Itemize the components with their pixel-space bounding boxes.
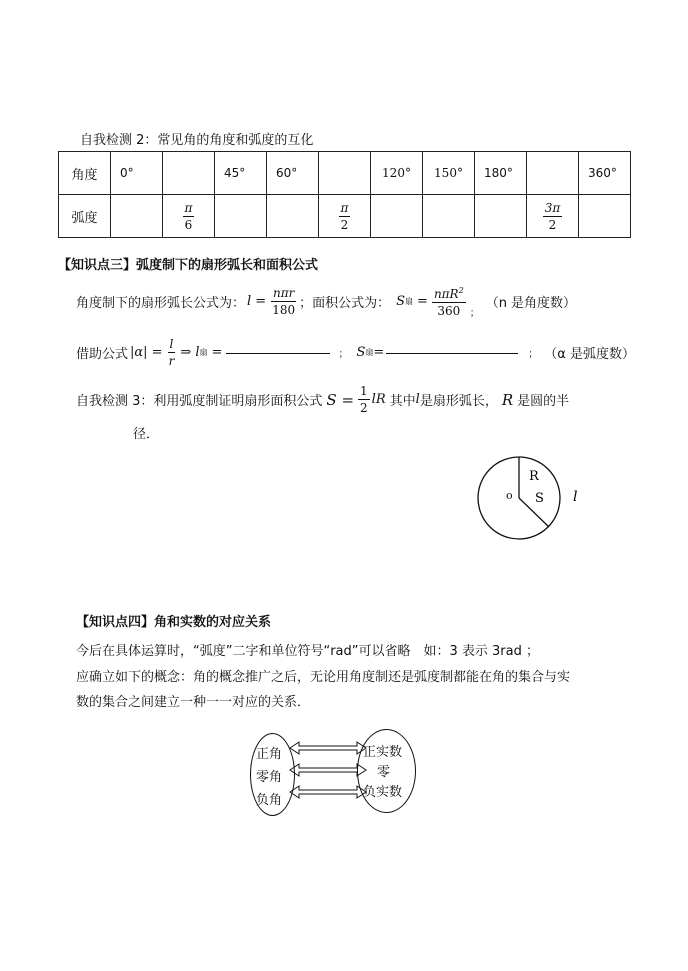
double-arrow-icon bbox=[290, 786, 366, 798]
kp4-paragraph: 应确立如下的概念：角的概念推广之后，无论用角度制还是弧度制都能在角的集合与实 bbox=[76, 670, 571, 685]
check3-line: 自我检测 3：利用弧度制证明扇形面积公式 S = $\frac{1}{2}$ lR 其中 l 是扇形弧长， R 是圆的半 bbox=[76, 384, 570, 415]
rad-cell bbox=[371, 195, 423, 238]
double-arrow-icon bbox=[290, 764, 366, 776]
right-item: 负实数 bbox=[363, 785, 403, 800]
rad-cell bbox=[319, 195, 371, 238]
left-item: 零角 bbox=[256, 770, 283, 785]
kp4-paragraph: 今后在具体运算时，“弧度”二字和单位符号“rad”可以省略 如：3 表示 3rad ； bbox=[76, 644, 540, 659]
deg-cell: 45° bbox=[215, 152, 267, 195]
rad-cell bbox=[267, 195, 319, 238]
label-l: l bbox=[573, 489, 578, 505]
fraction: $\frac{3\pi}{2}$ bbox=[544, 200, 561, 232]
check3-wrap: 径． bbox=[133, 427, 160, 442]
kp3-heading: 【知识点三】弧度制下的扇形弧长和面积公式 bbox=[58, 258, 319, 273]
radian-formula-line: 借助公式 |α| = $\frac{l}{r}$ ⇒ l 扇 = ； S 扇 = ； （α 是弧度数） bbox=[76, 337, 635, 368]
l-over-r-fraction: $\frac{l}{r}$ bbox=[168, 337, 175, 368]
deg-cell: 120° bbox=[371, 152, 423, 195]
rad-cell bbox=[475, 195, 527, 238]
rad-cell bbox=[579, 195, 631, 238]
kp4-paragraph: 数的集合之间建立一种一一对应的关系． bbox=[76, 695, 311, 710]
right-item: 正实数 bbox=[363, 745, 403, 760]
deg-cell: 60° bbox=[267, 152, 319, 195]
deg-cell: 0° bbox=[111, 152, 163, 195]
half-fraction: $\frac{1}{2}$ bbox=[360, 384, 368, 415]
arc-length-blank[interactable] bbox=[226, 352, 330, 354]
correspondence-arrows bbox=[285, 738, 371, 802]
right-item: 零 bbox=[377, 765, 391, 780]
rad-cell bbox=[163, 195, 215, 238]
rad-cell bbox=[527, 195, 579, 238]
label-S: S bbox=[535, 491, 544, 506]
kp4-heading: 【知识点四】角和实数的对应关系 bbox=[76, 615, 272, 630]
arc-formula-fraction: $\frac{\text{nπr}}{180}$ bbox=[272, 285, 296, 317]
row-label-degree: 角度 bbox=[59, 152, 111, 195]
left-item: 负角 bbox=[256, 793, 283, 808]
fraction: $\frac{\pi}{2}$ bbox=[340, 200, 349, 232]
check2-title: 自我检测 2：常见角的角度和弧度的互化 bbox=[80, 133, 314, 148]
area-blank[interactable] bbox=[386, 352, 518, 354]
deg-cell: 150° bbox=[423, 152, 475, 195]
area-formula-fraction: $\frac{n\pi R^2}{360}$ bbox=[433, 286, 464, 318]
rad-cell bbox=[423, 195, 475, 238]
arc-length-formula-line: 角度制下的扇形弧长公式为： l = $\frac{\text{nπr}}{180}$ ；面积公式为： S 扇 = $\frac{n\pi R^2}{360}$ ； （n 是角度数） bbox=[76, 285, 577, 319]
deg-cell bbox=[319, 152, 371, 195]
deg-cell bbox=[163, 152, 215, 195]
deg-cell: 180° bbox=[475, 152, 527, 195]
label-R: R bbox=[529, 469, 539, 484]
table-row bbox=[59, 152, 631, 195]
fraction: $\frac{\pi}{6}$ bbox=[184, 200, 193, 232]
double-arrow-icon bbox=[290, 742, 366, 754]
row-label-radian: 弧度 bbox=[59, 195, 111, 238]
left-item: 正角 bbox=[256, 747, 283, 762]
deg-cell: 360° bbox=[579, 152, 631, 195]
radius-line bbox=[519, 498, 549, 527]
sector-diagram bbox=[476, 455, 586, 545]
table-row bbox=[59, 195, 631, 238]
deg-cell bbox=[527, 152, 579, 195]
angle-conversion-table bbox=[58, 151, 631, 238]
rad-cell bbox=[111, 195, 163, 238]
rad-cell bbox=[215, 195, 267, 238]
label-o: o bbox=[506, 489, 513, 502]
